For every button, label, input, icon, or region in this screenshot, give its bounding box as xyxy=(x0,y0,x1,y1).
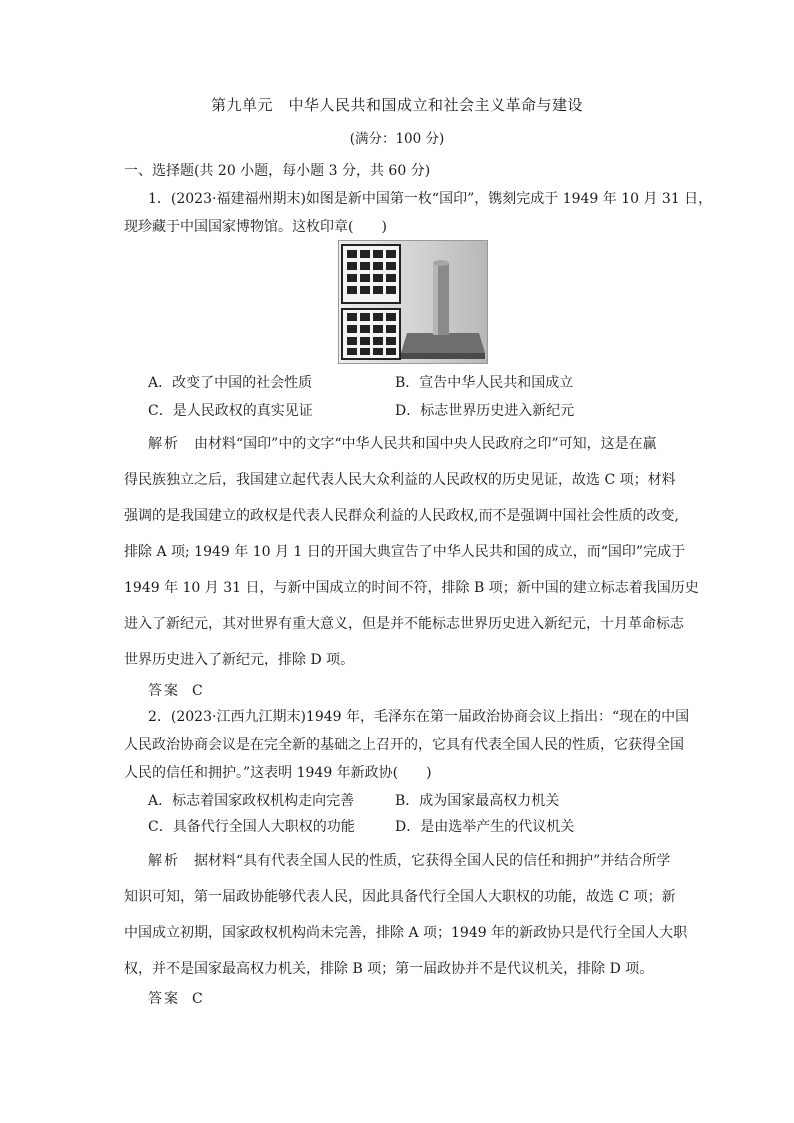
q2-analysis-text: 据材料“具有代表全国人民的性质，它获得全国人民的信任和拥护”并结合所学 xyxy=(194,853,671,869)
q2-option-b: B．成为国家最高权力机关 xyxy=(395,793,560,809)
q1-analysis-line1 xyxy=(148,433,657,453)
section-heading: 一、选择题(共 20 小题，每小题 3 分，共 60 分) xyxy=(124,163,431,179)
q1-answer xyxy=(148,680,203,700)
q2-option-a: A．标志着国家政权机构走向完善 xyxy=(148,793,355,809)
q2-answer-label: 答案 xyxy=(148,991,180,1007)
q1-option-c: C．是人民政权的真实见证 xyxy=(148,403,313,419)
q1-option-d: D．标志世界历史进入新纪元 xyxy=(395,403,575,419)
q1-analysis-line7: 世界历史进入了新纪元，排除 D 项。 xyxy=(124,652,355,668)
q1-analysis-line2: 得民族独立之后，我国建立起代表人民大众利益的人民政权的历史见证，故选 C 项；材料 xyxy=(124,472,676,488)
q2-stem-line2: 人民政治协商会议是在完全新的基础之上召开的，它具有代表全国人民的性质，它获得全国 xyxy=(124,737,684,753)
q1-analysis-line6: 进入了新纪元，其对世界有重大意义，但是并不能标志世界历史进入新纪元，十月革命标志 xyxy=(124,616,684,632)
q1-analysis-text: 由材料“国印”中的文字“中华人民共和国中央人民政府之印”可知，这是在赢 xyxy=(194,436,657,452)
unit-title: 第九单元 中华人民共和国成立和社会主义革命与建设 xyxy=(210,96,583,114)
q1-analysis-label: 解析 xyxy=(148,436,180,452)
seal-illustration xyxy=(339,241,487,363)
q2-option-d: D．是由选举产生的代议机关 xyxy=(395,819,575,835)
q2-analysis-label: 解析 xyxy=(148,853,180,869)
q2-stem-line3: 人民的信任和拥护。”这表明 1949 年新政协( ) xyxy=(124,765,432,781)
score-subtitle: (满分：100 分) xyxy=(349,131,445,147)
q2-answer-value: C xyxy=(192,991,203,1007)
q1-stem-line2: 现珍藏于中国国家博物馆。这枚印章( ) xyxy=(124,219,387,235)
q1-analysis-line5: 1949 年 10 月 31 日，与新中国成立的时间不符，排除 B 项；新中国的建立标志着我国历史 xyxy=(124,580,699,596)
q1-analysis-line4: 排除 A 项; 1949 年 10 月 1 日的开国大典宣告了中华人民共和国的成立，而“国印”完成于 xyxy=(124,544,686,560)
q1-option-b: B．宣告中华人民共和国成立 xyxy=(395,375,574,391)
q1-answer-value: C xyxy=(192,683,203,699)
q2-analysis-line4: 权，并不是国家最高权力机关，排除 B 项；第一届政协并不是代议机关，排除 D 项。 xyxy=(124,961,654,977)
q2-answer xyxy=(148,988,203,1008)
q2-analysis-line3: 中国成立初期，国家政权机构尚未完善，排除 A 项；1949 年的新政协只是代行全国人大职 xyxy=(124,925,688,941)
q1-answer-label: 答案 xyxy=(148,683,180,699)
q2-analysis-line2: 知识可知，第一届政协能够代表人民，因此具备代行全国人大职权的功能，故选 C 项；新 xyxy=(124,889,676,905)
q1-option-a: A．改变了中国的社会性质 xyxy=(148,375,313,391)
q2-stem-line1: 2．(2023·江西九江期末)1949 年，毛泽东在第一届政治协商会议上指出：“现在的中国 xyxy=(148,709,690,725)
q2-option-c: C．具备代行全国人大职权的功能 xyxy=(148,819,355,835)
q2-analysis-line1 xyxy=(148,850,670,870)
q1-analysis-line3: 强调的是我国建立的政权是代表人民群众利益的人民政权,而不是强调中国社会性质的改变, xyxy=(124,508,679,524)
national-seal-photo xyxy=(338,240,488,364)
q1-stem-line1: 1．(2023·福建福州期末)如图是新中国第一枚“国印”，镌刻完成于 1949 年 10 月 31 日， xyxy=(148,191,713,207)
